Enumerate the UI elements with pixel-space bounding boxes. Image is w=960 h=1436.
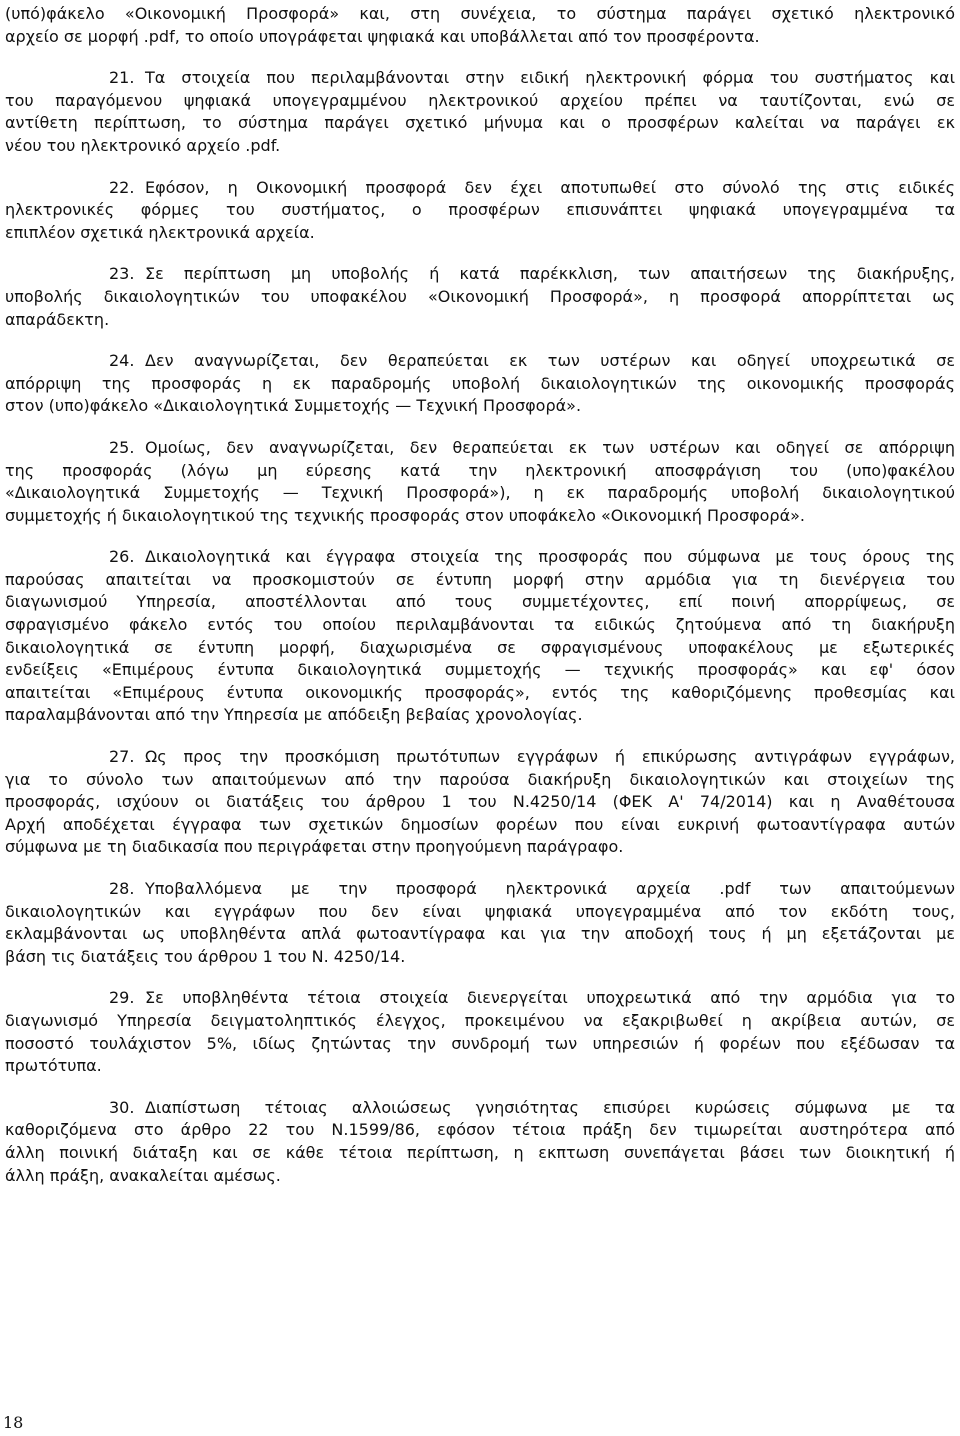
paragraph-28 [5, 878, 955, 968]
paragraph-line: του παραγόμενου ψηφιακά υπογεγραμμένου ηλεκτρονικού αρχείου πρέπει να ταυτίζονται, ενώ σε [5, 90, 955, 110]
paragraph-line: απαράδεκτη. [5, 309, 110, 329]
paragraph-text: Ομοίως, δεν αναγνωρίζεται, δεν θεραπεύεται εκ των υστέρων και οδηγεί σε απόρριψη [145, 437, 955, 457]
paragraph-line: παρούσας απαιτείται να προσκομιστούν σε έντυπη μορφή στην αρμόδια για τη διενέργεια του [5, 569, 955, 589]
paragraph-line: σύμφωνα με τη διαδικασία που περιγράφεται στην προηγούμενη παράγραφο. [5, 837, 624, 857]
paragraph-text: Τα στοιχεία που περιλαμβάνονται στην ειδική ηλεκτρονική φόρμα του συστήματος και [145, 68, 955, 88]
paragraph-first-line [5, 263, 955, 286]
paragraph-line: πρωτότυπα. [5, 1056, 102, 1076]
paragraph-first-line [5, 546, 955, 569]
document-page [5, 0, 955, 1206]
paragraph-text: Σε υποβληθέντα τέτοια στοιχεία διενεργείται υποχρεωτικά από την αρμόδια για το [145, 988, 955, 1008]
paragraph-29 [5, 987, 955, 1077]
paragraph-number: 28. [109, 879, 135, 898]
paragraph-line: απόρριψη της προσφοράς η εκ παραδρομής υποβολή δικαιολογητικών της οικονομικής προσφοράς [5, 373, 955, 393]
intro-text [5, 3, 955, 48]
paragraph-list [5, 67, 955, 1187]
paragraph-first-line [5, 746, 955, 769]
paragraph-text: Υποβαλλόμενα με την προσφορά ηλεκτρονικά αρχεία .pdf των απαιτούμενων [145, 879, 955, 898]
paragraph-line: ενδείξεις «Επιμέρους έντυπα δικαιολογητικά συμμετοχής — τεχνικής προσφοράς» και εφ' όσον [5, 660, 955, 680]
paragraph-line: στον (υπο)φάκελο «Δικαιολογητικά Συμμετοχής — Τεχνική Προσφορά». [5, 396, 582, 416]
paragraph-text: Δεν αναγνωρίζεται, δεν θεραπεύεται εκ των υστέρων και οδηγεί υποχρεωτικά σε [145, 351, 955, 371]
paragraph-line: διαγωνισμού Υπηρεσία, αποστέλλονται από τους συμμετέχοντες, επί ποινή απορρίψεως, σε [5, 592, 955, 612]
paragraph-line: απαιτείται «Επιμέρους έντυπα οικονομικής προσφοράς», εντός της καθοριζόμενης προθεσμίας και [5, 682, 955, 702]
paragraph-line: επιπλέον σχετικά ηλεκτρονικά αρχεία. [5, 222, 315, 242]
paragraph-text: Σε περίπτωση μη υποβολής ή κατά παρέκκλιση, των απαιτήσεων της διακήρυξης, [145, 264, 955, 284]
paragraph-21 [5, 67, 955, 157]
paragraph-number: 21. [109, 68, 135, 88]
paragraph-line: καθοριζόμενα στο άρθρο 22 του Ν.1599/86, εφόσον τέτοια πράξη δεν τιμωρείται αυστηρότερα από [5, 1120, 955, 1140]
paragraph-line: εκλαμβάνονται ως υποβληθέντα απλά φωτοαντίγραφα και για την αποδοχή τους ή μη εξετάζονται με [5, 924, 955, 944]
paragraph-first-line [5, 878, 955, 901]
paragraph-26 [5, 546, 955, 727]
paragraph-line: ποσοστό τουλάχιστον 5%, ιδίως ζητώντας την συνδρομή των υπηρεσιών ή φορέων που εξέδωσαν τα [5, 1033, 955, 1053]
paragraph-number: 25. [109, 437, 135, 457]
paragraph-line: άλλη πράξη, ανακαλείται αμέσως. [5, 1165, 281, 1185]
paragraph-text: Εφόσον, η Οικονομική προσφορά δεν έχει αποτυπωθεί στο σύνολό της στις ειδικές [145, 177, 955, 197]
paragraph-number: 29. [109, 988, 135, 1008]
paragraph-number: 27. [109, 747, 135, 767]
intro-line: (υπό)φάκελο «Οικονομική Προσφορά» και, στη συνέχεια, το σύστημα παράγει σχετικό ηλεκτρονικό [5, 4, 955, 23]
paragraph-line: υποβολής δικαιολογητικών του υποφακέλου «Οικονομική Προσφορά», η προσφορά απορρίπτεται ως [5, 286, 955, 306]
paragraph-first-line [5, 1097, 955, 1120]
paragraph-line: διαγωνισμό Υπηρεσία δειγματοληπτικός έλεγχος, προκειμένου να εξακριβωθεί η ακρίβεια αυτών, σε [5, 1010, 955, 1030]
paragraph-text: Διαπίστωση τέτοιας αλλοιώσεως γνησιότητας επισύρει κυρώσεις σύμφωνα με τα [145, 1097, 955, 1117]
paragraph-text: Ως προς την προσκόμιση πρωτότυπων εγγράφων ή επικύρωσης αντιγράφων εγγράφων, [145, 747, 955, 767]
paragraph-number: 22. [109, 177, 135, 197]
paragraph-line: Αρχή αποδέχεται έγγραφα των σχετικών δημοσίων φορέων που είναι ευκρινή φωτοαντίγραφα αυτών [5, 814, 955, 834]
page-number: 18 [3, 1413, 24, 1432]
paragraph-25 [5, 437, 955, 527]
paragraph-line: προσφοράς, ισχύουν οι διατάξεις του άρθρου 1 του Ν.4250/14 (ΦΕΚ Α' 74/2014) και η Αναθέτουσα [5, 792, 955, 812]
paragraph-line: δικαιολογητικών και εγγράφων που δεν είναι ψηφιακά υπογεγραμμένα από τον εκδότη τους, [5, 901, 955, 921]
paragraph-22 [5, 177, 955, 245]
paragraph-line: βάση τις διατάξεις του άρθρου 1 του Ν. 4250/14. [5, 946, 406, 966]
paragraph-line: συμμετοχής ή δικαιολογητικού της τεχνικής προσφοράς στον υποφάκελο «Οικονομική Προσφορά». [5, 505, 806, 525]
paragraph-line: παραλαμβάνονται από την Υπηρεσία με απόδειξη βεβαίας χρονολογίας. [5, 705, 583, 725]
paragraph-line: αντίθετη περίπτωση, το σύστημα παράγει σχετικό μήνυμα και ο προσφέρων καλείται να παράγει εκ [5, 113, 955, 133]
paragraph-text: Δικαιολογητικά και έγγραφα στοιχεία της προσφοράς που σύμφωνα με τους όρους της [145, 547, 955, 567]
paragraph-number: 30. [109, 1097, 135, 1117]
paragraph-number: 23. [109, 264, 135, 284]
paragraph-first-line [5, 67, 955, 90]
paragraph-30 [5, 1097, 955, 1187]
paragraph-first-line [5, 437, 955, 460]
paragraph-first-line [5, 177, 955, 200]
paragraph-line: «Δικαιολογητικά Συμμετοχής — Τεχνική Προσφορά»), η εκ παραδρομής υποβολή δικαιολογητικού [5, 483, 955, 503]
paragraph-24 [5, 350, 955, 418]
paragraph-line: σφραγισμένο φάκελο εντός του οποίου περιλαμβάνονται τα ειδικώς ζητούμενα από τη διακήρυξη [5, 615, 955, 635]
paragraph-line: της προσφοράς (λόγω μη εύρεσης κατά την ηλεκτρονική αποσφράγιση του (υπο)φακέλου [5, 460, 955, 480]
paragraph-number: 26. [109, 547, 135, 567]
paragraph-line: για το σύνολο των απαιτούμενων από την παρούσα διακήρυξη δικαιολογητικών και στοιχείων της [5, 769, 955, 789]
intro-line: αρχείο σε μορφή .pdf, το οποίο υπογράφεται ψηφιακά και υποβάλλεται από τον προσφέροντα. [5, 26, 760, 46]
paragraph-line: νέου του ηλεκτρονικό αρχείο .pdf. [5, 135, 281, 155]
paragraph-line: δικαιολογητικά σε έντυπη μορφή, διαχωρισμένα σε σφραγισμένους υποφακέλους με εξωτερικές [5, 637, 955, 657]
paragraph-line: ηλεκτρονικές φόρμες του συστήματος, ο προσφέρων επισυνάπτει ψηφιακά υπογεγραμμένα τα [5, 200, 955, 220]
paragraph-23 [5, 263, 955, 331]
paragraph-first-line [5, 350, 955, 373]
paragraph-line: άλλη ποινική διάταξη και σε κάθε τέτοια περίπτωση, η εκπτωση συνεπάγεται βάσει των διοικητική ή [5, 1142, 955, 1162]
paragraph-27 [5, 746, 955, 859]
paragraph-number: 24. [109, 351, 135, 371]
paragraph-first-line [5, 987, 955, 1010]
